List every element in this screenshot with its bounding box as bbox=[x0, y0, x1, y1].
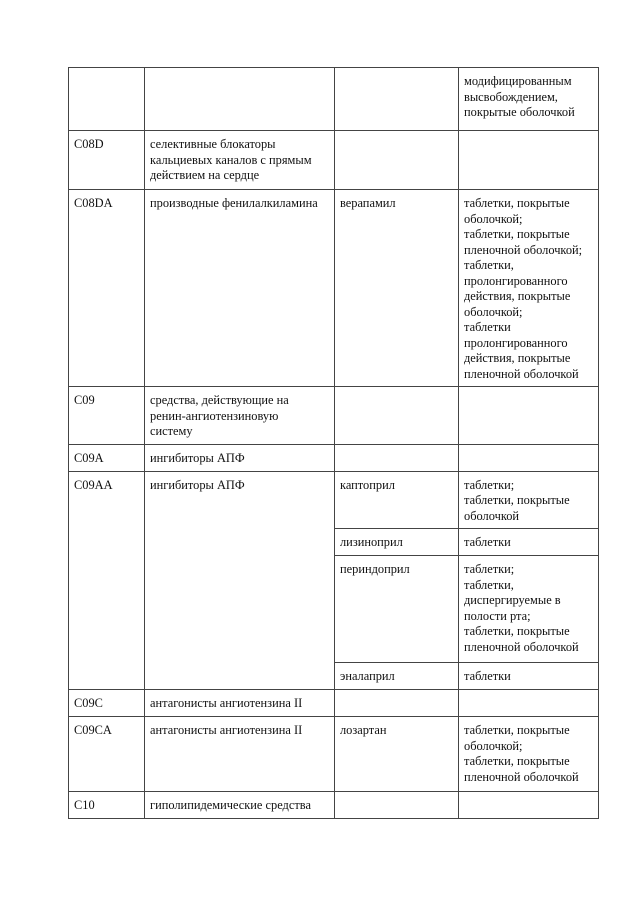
atc-code-cell: C09A bbox=[69, 444, 145, 471]
table-row bbox=[69, 717, 599, 792]
drug-name-cell bbox=[335, 792, 459, 819]
group-name-cell: антагонисты ангиотензина II bbox=[145, 717, 335, 792]
drug-name-cell: лозартан bbox=[335, 717, 459, 792]
dosage-form-cell bbox=[459, 690, 599, 717]
dosage-form-cell: таблетки bbox=[459, 663, 599, 690]
dosage-form-cell bbox=[459, 444, 599, 471]
atc-code-cell: C08DA bbox=[69, 190, 145, 387]
atc-code-cell: C09C bbox=[69, 690, 145, 717]
atc-code-cell bbox=[69, 68, 145, 131]
atc-code-cell: C09AA bbox=[69, 471, 145, 690]
group-name-cell: производные фенилалкиламина bbox=[145, 190, 335, 387]
atc-code-cell: C09 bbox=[69, 387, 145, 445]
atc-code-cell: C09CA bbox=[69, 717, 145, 792]
table-row bbox=[69, 131, 599, 190]
dosage-form-cell: таблетки; таблетки, диспергируемые в полости рта; таблетки, покрытые пленочной оболочкой bbox=[459, 556, 599, 663]
table-row bbox=[69, 444, 599, 471]
group-name-cell: ингибиторы АПФ bbox=[145, 471, 335, 690]
table-row bbox=[69, 471, 599, 529]
drug-name-cell: каптоприл bbox=[335, 471, 459, 529]
group-name-cell: средства, действующие на ренин-ангиотензиновую систему bbox=[145, 387, 335, 445]
dosage-form-cell: таблетки, покрытые оболочкой; таблетки, покрытые пленочной оболочкой; таблетки, пролонгированного действия, покрытые оболочкой; таблетки пролонгированного действия, покрытые пленочной оболочкой bbox=[459, 190, 599, 387]
drug-name-cell: периндоприл bbox=[335, 556, 459, 663]
drug-name-cell: лизиноприл bbox=[335, 529, 459, 556]
drug-name-cell bbox=[335, 444, 459, 471]
atc-code-cell: C10 bbox=[69, 792, 145, 819]
group-name-cell bbox=[145, 68, 335, 131]
atc-code-cell: C08D bbox=[69, 131, 145, 190]
group-name-cell: антагонисты ангиотензина II bbox=[145, 690, 335, 717]
dosage-form-cell: модифицированным высвобождением, покрытые оболочкой bbox=[459, 68, 599, 131]
atc-drug-table bbox=[68, 67, 599, 819]
drug-name-cell bbox=[335, 690, 459, 717]
table-row bbox=[69, 68, 599, 131]
dosage-form-cell bbox=[459, 387, 599, 445]
dosage-form-cell: таблетки bbox=[459, 529, 599, 556]
table-row bbox=[69, 690, 599, 717]
drug-name-cell bbox=[335, 131, 459, 190]
dosage-form-cell: таблетки, покрытые оболочкой; таблетки, покрытые пленочной оболочкой bbox=[459, 717, 599, 792]
group-name-cell: ингибиторы АПФ bbox=[145, 444, 335, 471]
dosage-form-cell bbox=[459, 131, 599, 190]
group-name-cell: селективные блокаторы кальциевых каналов с прямым действием на сердце bbox=[145, 131, 335, 190]
drug-name-cell bbox=[335, 68, 459, 131]
table-row bbox=[69, 190, 599, 387]
drug-name-cell bbox=[335, 387, 459, 445]
drug-name-cell: верапамил bbox=[335, 190, 459, 387]
drug-name-cell: эналаприл bbox=[335, 663, 459, 690]
group-name-cell: гиполипидемические средства bbox=[145, 792, 335, 819]
table-row bbox=[69, 792, 599, 819]
dosage-form-cell bbox=[459, 792, 599, 819]
dosage-form-cell: таблетки; таблетки, покрытые оболочкой bbox=[459, 471, 599, 529]
table-row bbox=[69, 387, 599, 445]
